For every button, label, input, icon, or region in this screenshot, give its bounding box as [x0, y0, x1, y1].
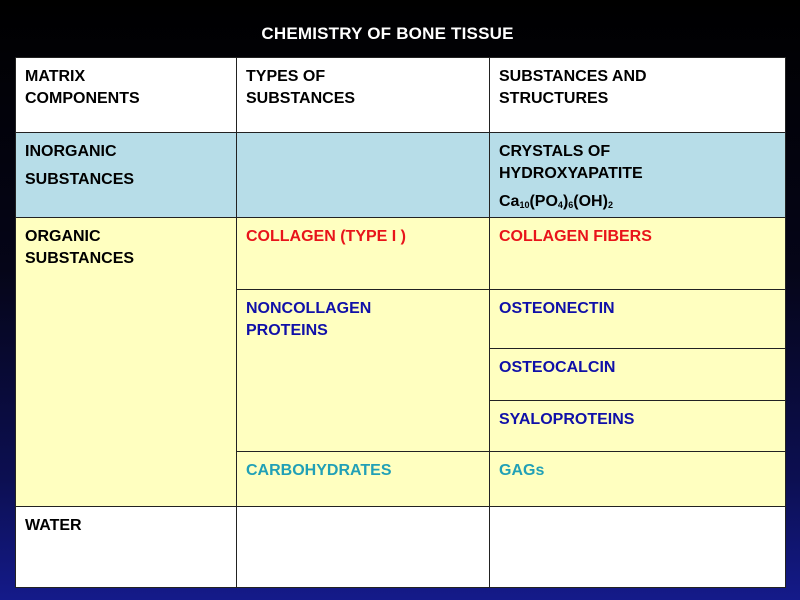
water-cell: WATER: [16, 507, 237, 588]
page-title: CHEMISTRY OF BONE TISSUE: [261, 24, 514, 43]
water-row: [16, 507, 786, 588]
inorganic-substances-cell: INORGANIC SUBSTANCES: [16, 133, 237, 218]
inorganic-type-cell: [237, 133, 490, 218]
header-matrix-components: MATRIX COMPONENTS: [16, 58, 237, 133]
collagen-type-cell: COLLAGEN (TYPE I ): [237, 218, 490, 290]
osteocalcin-cell: OSTEOCALCIN: [490, 349, 786, 401]
header-row: [16, 58, 786, 133]
water-type-cell: [237, 507, 490, 588]
header-types-of-substances: TYPES OF SUBSTANCES: [237, 58, 490, 133]
syaloproteins-cell: SYALOPROTEINS: [490, 401, 786, 452]
bone-chemistry-table: [15, 57, 786, 588]
header-substances-and-structures: SUBSTANCES AND STRUCTURES: [490, 58, 786, 133]
water-structure-cell: [490, 507, 786, 588]
hydroxyapatite-formula: $Ca_{10}(PO_4)_6(OH)_2$: [499, 193, 613, 210]
inorganic-row: [16, 133, 786, 218]
gags-cell: GAGs: [490, 452, 786, 507]
noncollagen-proteins-cell: NONCOLLAGEN PROTEINS: [237, 290, 490, 452]
carbohydrates-cell: CARBOHYDRATES: [237, 452, 490, 507]
organic-substances-cell: ORGANIC SUBSTANCES: [16, 218, 237, 507]
collagen-row: [16, 218, 786, 290]
osteonectin-cell: OSTEONECTIN: [490, 290, 786, 349]
hydroxyapatite-cell: CRYSTALS OF HYDROXYAPATITE $Ca_{10}(PO_4)_6(OH)_2$: [490, 133, 786, 218]
collagen-fibers-cell: COLLAGEN FIBERS: [490, 218, 786, 290]
